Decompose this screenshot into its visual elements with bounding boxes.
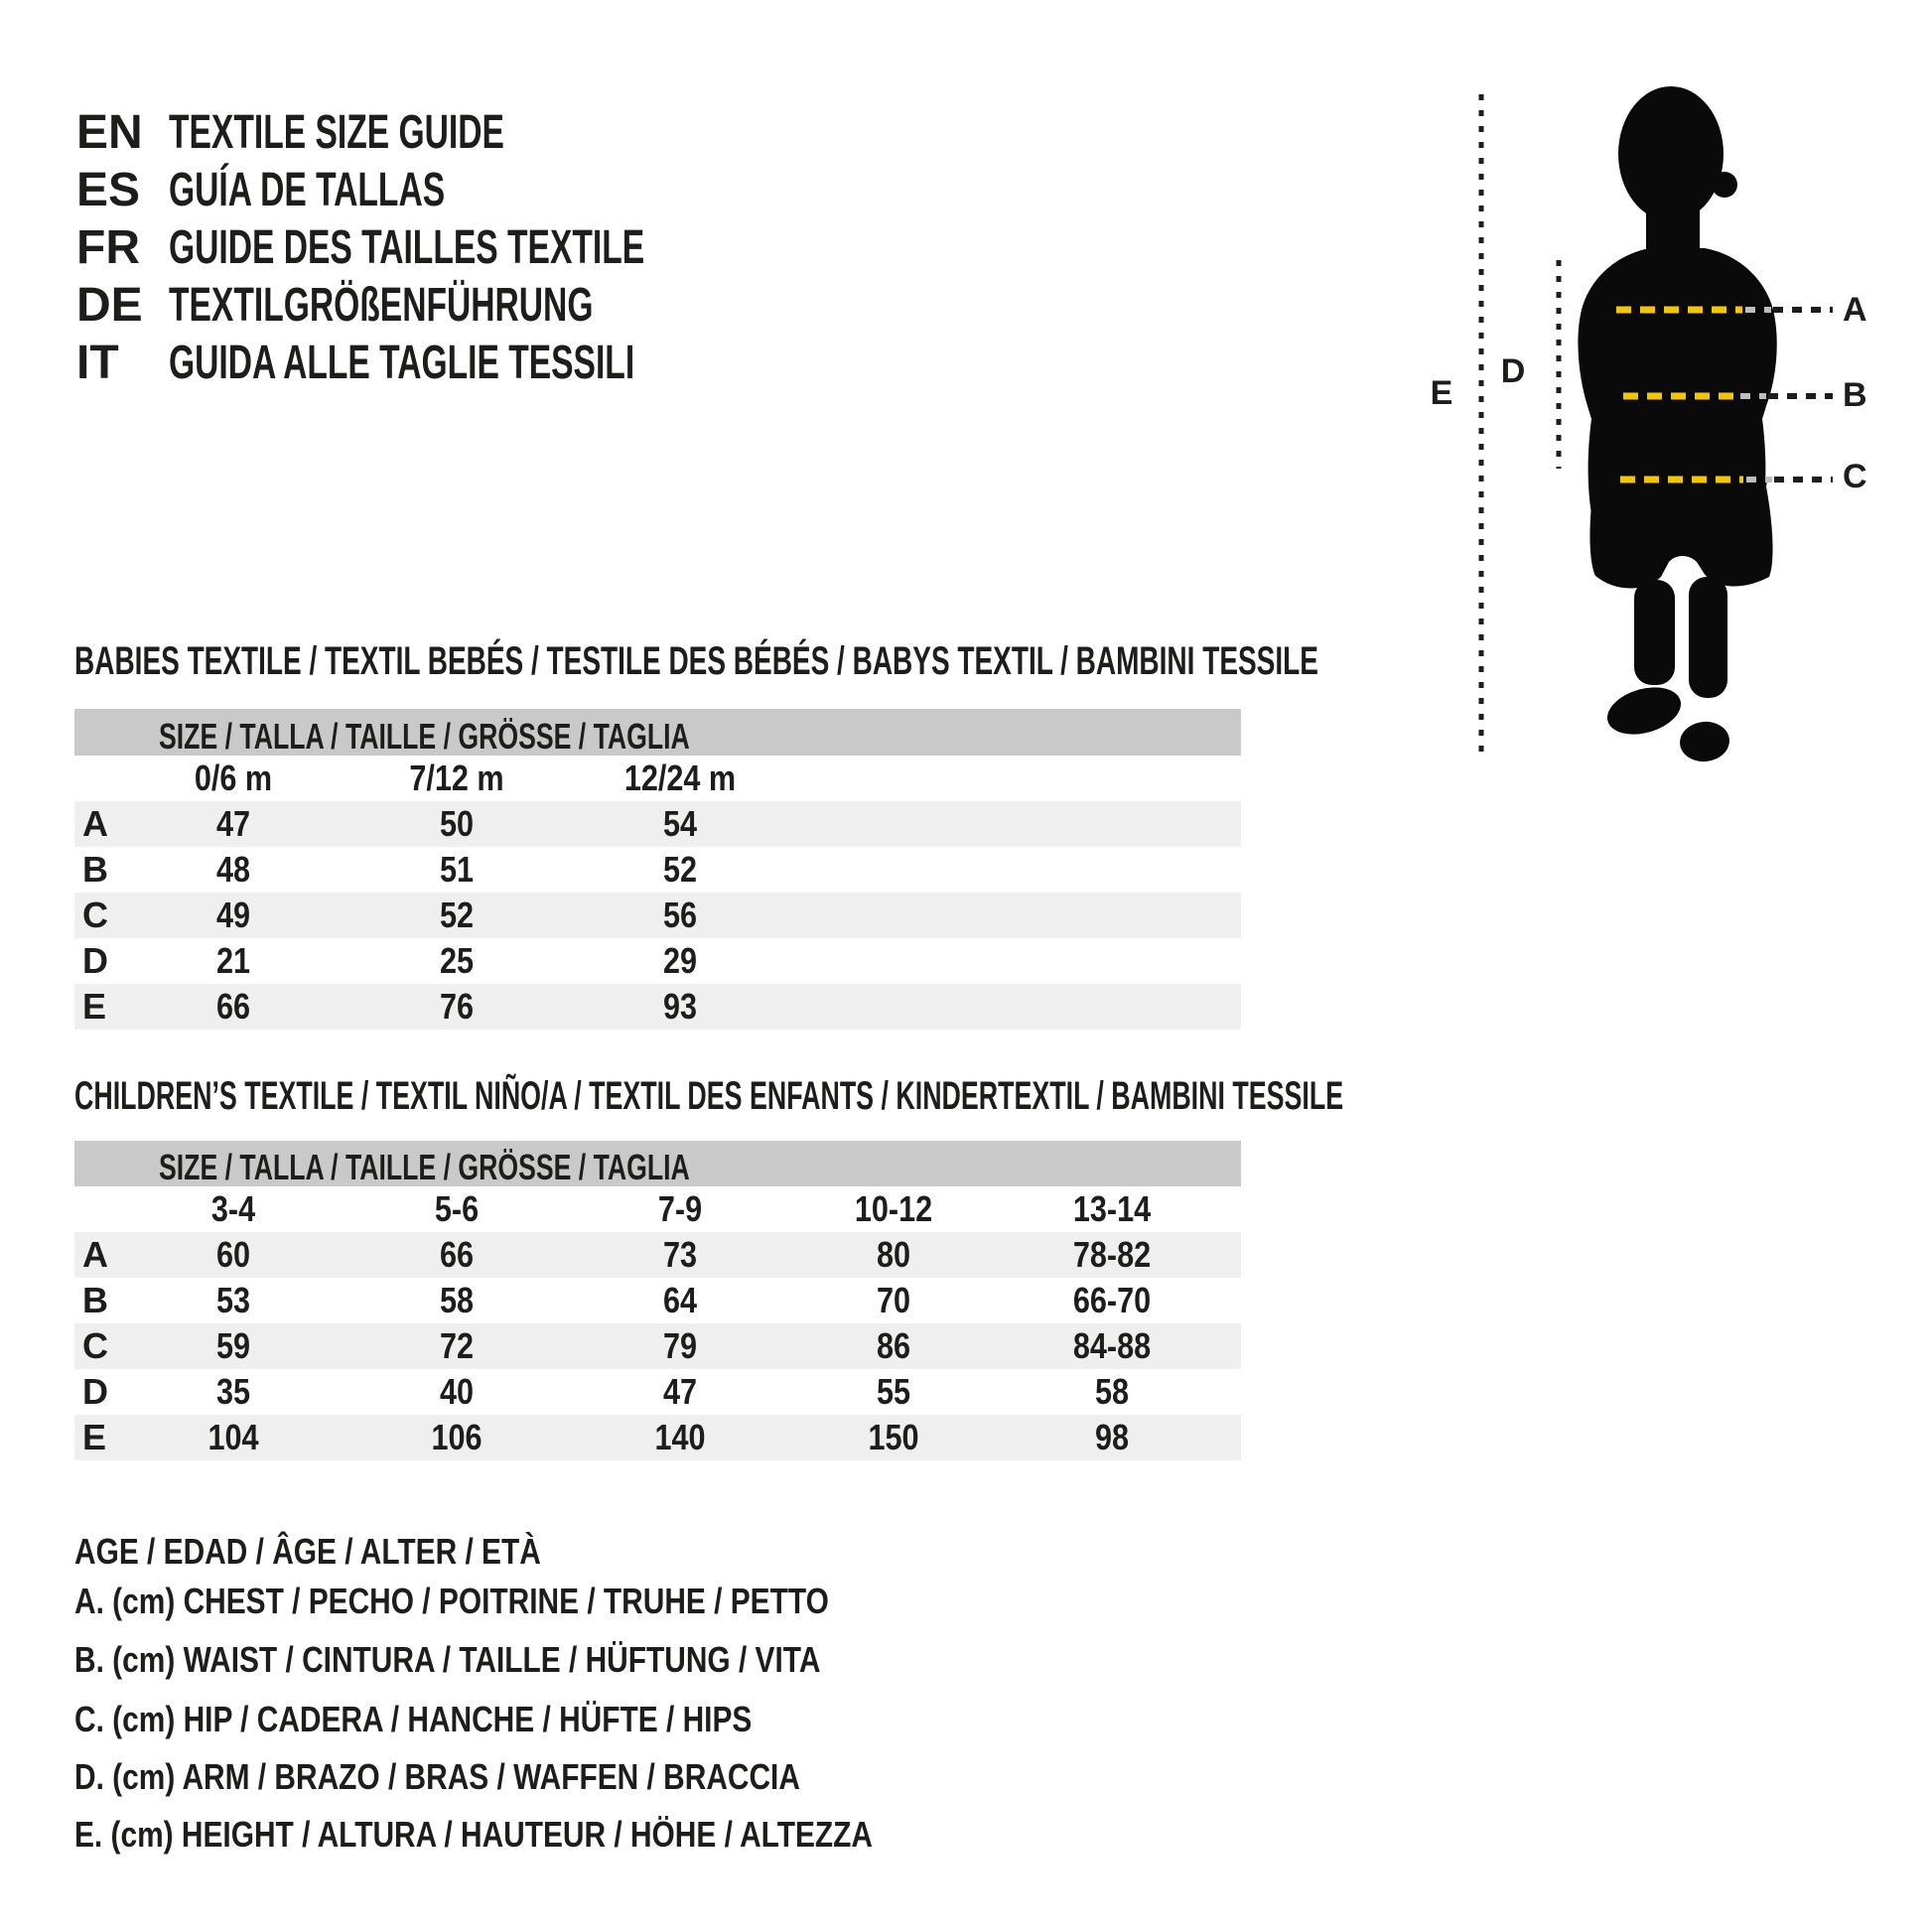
babies-table-row-b bbox=[74, 847, 1241, 893]
legend-arm-line: D. (cm) ARM / BRAZO / BRAS / WAFFEN / BRACCIA bbox=[74, 1756, 800, 1797]
children-table-row-e bbox=[74, 1415, 1241, 1460]
babies-row-label-d: D bbox=[82, 940, 108, 981]
children-cell: 73 bbox=[662, 1234, 698, 1275]
babies-cell: 66 bbox=[215, 986, 251, 1027]
children-row-label-d: D bbox=[82, 1371, 108, 1412]
children-cell: 70 bbox=[876, 1280, 911, 1320]
babies-cell: 21 bbox=[215, 940, 251, 981]
lang-title-de: TEXTILGRÖßENFÜHRUNG bbox=[169, 279, 594, 332]
children-row-label-b: B bbox=[82, 1280, 108, 1320]
legend-chest-line: A. (cm) CHEST / PECHO / POITRINE / TRUHE / PETTO bbox=[74, 1581, 829, 1621]
babies-table-row-a bbox=[74, 801, 1241, 847]
babies-row-label-b: B bbox=[82, 849, 108, 890]
children-cell: 58 bbox=[1094, 1371, 1130, 1412]
lang-title-fr: GUIDE DES TAILLES TEXTILE bbox=[169, 221, 645, 274]
children-col-header-4: 13-14 bbox=[1072, 1188, 1152, 1229]
babies-cell: 48 bbox=[215, 849, 251, 890]
silhouette-right-foot bbox=[1678, 719, 1731, 763]
children-row-label-a: A bbox=[82, 1234, 108, 1275]
children-table-row-b bbox=[74, 1278, 1241, 1323]
babies-cell: 52 bbox=[662, 849, 698, 890]
children-cell: 59 bbox=[215, 1325, 251, 1366]
measure-label-b: B bbox=[1843, 376, 1867, 414]
measure-label-a: A bbox=[1843, 291, 1867, 329]
child-silhouette bbox=[1578, 86, 1776, 764]
children-cell: 150 bbox=[868, 1417, 919, 1457]
babies-cell: 25 bbox=[439, 940, 475, 981]
children-cell: 98 bbox=[1094, 1417, 1130, 1457]
babies-cell: 51 bbox=[439, 849, 475, 890]
children-table-row-a bbox=[74, 1232, 1241, 1278]
babies-row-label-e: E bbox=[82, 986, 107, 1027]
children-cell: 66 bbox=[439, 1234, 475, 1275]
children-cell: 60 bbox=[215, 1234, 251, 1275]
children-col-header-3: 10-12 bbox=[854, 1188, 933, 1229]
lang-title-en: TEXTILE SIZE GUIDE bbox=[169, 106, 504, 159]
children-size-header-label: SIZE / TALLA / TAILLE / GRÖSSE / TAGLIA bbox=[159, 1147, 690, 1187]
children-cell: 58 bbox=[439, 1280, 475, 1320]
children-section-title: CHILDREN’S TEXTILE / TEXTIL NIÑO/A / TEXTIL DES ENFANTS / KINDERTEXTIL / BAMBINI TESSILE bbox=[74, 1074, 1344, 1118]
babies-cell: 47 bbox=[215, 803, 251, 844]
babies-cell: 93 bbox=[662, 986, 698, 1027]
silhouette-ear bbox=[1712, 172, 1737, 198]
babies-cell: 54 bbox=[662, 803, 698, 844]
babies-cell: 50 bbox=[439, 803, 475, 844]
children-col-header-2: 7-9 bbox=[657, 1188, 703, 1229]
children-table-row-d bbox=[74, 1369, 1241, 1415]
babies-table-row-e bbox=[74, 984, 1241, 1030]
children-cell: 47 bbox=[662, 1371, 698, 1412]
babies-col-header-1: 7/12 m bbox=[409, 758, 504, 798]
children-cell: 80 bbox=[876, 1234, 911, 1275]
babies-table-row-c bbox=[74, 893, 1241, 938]
children-cell: 104 bbox=[207, 1417, 259, 1457]
children-cell: 78-82 bbox=[1072, 1234, 1152, 1275]
lang-code-en: EN bbox=[76, 106, 143, 159]
children-cell: 35 bbox=[215, 1371, 251, 1412]
babies-cell: 56 bbox=[662, 895, 698, 935]
children-cell: 55 bbox=[876, 1371, 911, 1412]
measure-label-d: D bbox=[1500, 352, 1526, 390]
legend-age-line: AGE / EDAD / ÂGE / ALTER / ETÀ bbox=[74, 1531, 541, 1572]
babies-size-header-label: SIZE / TALLA / TAILLE / GRÖSSE / TAGLIA bbox=[159, 716, 690, 757]
children-cell: 40 bbox=[439, 1371, 475, 1412]
child-silhouette-figure bbox=[1390, 60, 1932, 794]
babies-col-header-0: 0/6 m bbox=[194, 758, 273, 798]
silhouette-left-leg bbox=[1634, 580, 1675, 685]
babies-cell: 52 bbox=[439, 895, 475, 935]
babies-cell: 76 bbox=[439, 986, 475, 1027]
babies-row-label-c: C bbox=[82, 895, 108, 935]
measure-label-e: E bbox=[1430, 374, 1453, 412]
children-cell: 66-70 bbox=[1072, 1280, 1152, 1320]
children-table-row-c bbox=[74, 1323, 1241, 1369]
children-size-header-bar bbox=[74, 1141, 1241, 1186]
children-col-header-1: 5-6 bbox=[434, 1188, 480, 1229]
children-row-label-c: C bbox=[82, 1325, 108, 1366]
lang-code-fr: FR bbox=[76, 221, 140, 274]
babies-section-title: BABIES TEXTILE / TEXTIL BEBÉS / TESTILE DES BÉBÉS / BABYS TEXTIL / BAMBINI TESSILE bbox=[74, 639, 1318, 683]
legend-hip-line: C. (cm) HIP / CADERA / HANCHE / HÜFTE / HIPS bbox=[74, 1699, 753, 1739]
children-cell: 106 bbox=[431, 1417, 483, 1457]
silhouette-left-foot bbox=[1601, 679, 1686, 742]
children-cell: 79 bbox=[662, 1325, 698, 1366]
babies-cell: 29 bbox=[662, 940, 698, 981]
silhouette-head bbox=[1618, 86, 1724, 221]
babies-table-row-d bbox=[74, 938, 1241, 984]
children-cell: 84-88 bbox=[1072, 1325, 1152, 1366]
children-cell: 64 bbox=[662, 1280, 698, 1320]
children-cell: 140 bbox=[654, 1417, 706, 1457]
babies-cell: 49 bbox=[215, 895, 251, 935]
lang-title-it: GUIDA ALLE TAGLIE TESSILI bbox=[169, 337, 635, 389]
children-row-label-e: E bbox=[82, 1417, 107, 1457]
silhouette-right-leg bbox=[1689, 577, 1727, 698]
measure-label-c: C bbox=[1843, 458, 1867, 495]
lang-code-es: ES bbox=[76, 164, 141, 216]
silhouette-shorts bbox=[1589, 477, 1772, 589]
lang-code-it: IT bbox=[76, 337, 119, 389]
babies-row-label-a: A bbox=[82, 803, 108, 844]
children-col-header-0: 3-4 bbox=[210, 1188, 256, 1229]
legend-waist-line: B. (cm) WAIST / CINTURA / TAILLE / HÜFTUNG / VITA bbox=[74, 1639, 821, 1680]
babies-size-header-bar bbox=[74, 709, 1241, 756]
babies-col-header-2: 12/24 m bbox=[623, 758, 737, 798]
lang-title-es: GUÍA DE TALLAS bbox=[169, 164, 446, 216]
children-cell: 72 bbox=[439, 1325, 475, 1366]
lang-code-de: DE bbox=[76, 279, 143, 332]
legend-height-line: E. (cm) HEIGHT / ALTURA / HAUTEUR / HÖHE / ALTEZZA bbox=[74, 1814, 873, 1855]
children-cell: 53 bbox=[215, 1280, 251, 1320]
silhouette-torso bbox=[1578, 248, 1776, 514]
children-cell: 86 bbox=[876, 1325, 911, 1366]
